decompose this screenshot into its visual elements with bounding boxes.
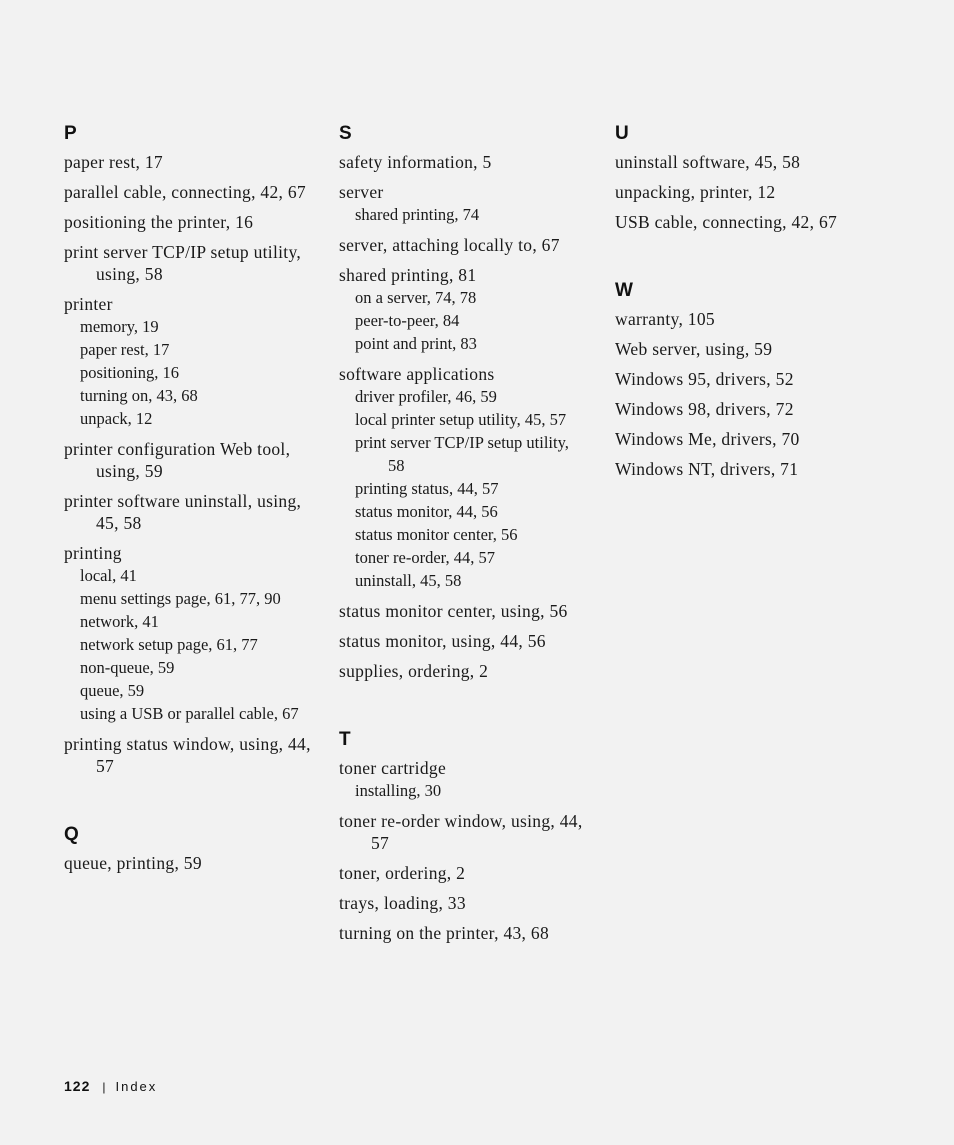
- index-subentry: turning on, 43, 68: [80, 386, 198, 405]
- section-letter: S: [339, 123, 352, 144]
- section-letter: T: [339, 729, 351, 750]
- index-term: supplies, ordering, 2: [339, 661, 489, 681]
- index-subentry: status monitor, 44, 56: [355, 502, 498, 521]
- index-term: Windows Me, drivers, 70: [615, 429, 800, 449]
- index-term: unpacking, printer, 12: [615, 182, 776, 202]
- index-term: printing status window, using, 44, 57: [64, 734, 311, 776]
- index-subentry: local printer setup utility, 45, 57: [355, 410, 567, 429]
- index-term: turning on the printer, 43, 68: [339, 923, 550, 943]
- index-section-s: [339, 122, 589, 682]
- index-subentry: uninstall, 45, 58: [355, 571, 462, 590]
- index-entry: [615, 151, 915, 173]
- index-term: Windows NT, drivers, 71: [615, 459, 799, 479]
- index-subentry: network, 41: [80, 612, 159, 631]
- index-entry: [339, 600, 589, 622]
- index-term: printing: [64, 543, 122, 563]
- index-entry: [339, 660, 589, 682]
- index-term: toner, ordering, 2: [339, 863, 466, 883]
- index-entry: [615, 398, 915, 420]
- index-term: Web server, using, 59: [615, 339, 773, 359]
- index-entry: [339, 757, 589, 802]
- index-entry: [615, 428, 915, 450]
- index-term: print server TCP/IP setup utility, using, 58: [64, 242, 302, 284]
- index-term: printer: [64, 294, 113, 314]
- index-subentry: menu settings page, 61, 77, 90: [80, 589, 281, 608]
- index-entry: [64, 181, 314, 203]
- index-subentry: shared printing, 74: [355, 205, 480, 224]
- index-subentry: queue, 59: [80, 681, 145, 700]
- index-entry: [64, 211, 314, 233]
- index-term: server: [339, 182, 384, 202]
- index-subentry: on a server, 74, 78: [355, 288, 477, 307]
- section-letter: P: [64, 123, 77, 144]
- index-entry: [64, 733, 314, 777]
- index-entry: [615, 368, 915, 390]
- index-entry: [339, 264, 589, 355]
- index-subentry: local, 41: [80, 566, 137, 585]
- index-subentry: print server TCP/IP setup utility, 58: [355, 433, 569, 475]
- index-subentry: toner re-order, 44, 57: [355, 548, 495, 567]
- section-letter: W: [615, 280, 633, 301]
- index-term: queue, printing, 59: [64, 853, 202, 873]
- index-entry: [64, 490, 314, 534]
- index-section-u: [615, 122, 915, 233]
- index-entry: [339, 862, 589, 884]
- index-entry: [615, 181, 915, 203]
- index-term: Windows 98, drivers, 72: [615, 399, 794, 419]
- index-subentry: paper rest, 17: [80, 340, 170, 359]
- footer-section-title: Index: [115, 1079, 158, 1094]
- index-section-t: [339, 728, 589, 944]
- index-entry: [339, 151, 589, 173]
- index-subentry: positioning, 16: [80, 363, 180, 382]
- index-entry: [339, 630, 589, 652]
- index-term: warranty, 105: [615, 309, 715, 329]
- index-entry: [615, 458, 915, 480]
- index-section-q: [64, 823, 314, 874]
- index-entry: [64, 438, 314, 482]
- index-subentry: unpack, 12: [80, 409, 153, 428]
- index-entry: [64, 852, 314, 874]
- index-term: Windows 95, drivers, 52: [615, 369, 794, 389]
- index-subentry: non-queue, 59: [80, 658, 175, 677]
- index-term: status monitor, using, 44, 56: [339, 631, 546, 651]
- index-term: safety information, 5: [339, 152, 492, 172]
- index-entry: [339, 181, 589, 226]
- index-subentry: point and print, 83: [355, 334, 477, 353]
- index-subentry: status monitor center, 56: [355, 525, 518, 544]
- index-subentry: using a USB or parallel cable, 67: [80, 704, 299, 723]
- index-entry: [64, 542, 314, 725]
- index-entry: [64, 151, 314, 173]
- index-entry: [615, 308, 915, 330]
- index-term: uninstall software, 45, 58: [615, 152, 801, 172]
- page-footer: [64, 1076, 157, 1097]
- index-entry: [615, 211, 915, 233]
- index-section-p: [64, 122, 314, 777]
- index-section-w: [615, 279, 915, 480]
- index-entry: [339, 922, 589, 944]
- index-subentry: peer-to-peer, 84: [355, 311, 460, 330]
- index-subentry: driver profiler, 46, 59: [355, 387, 497, 406]
- index-term: toner cartridge: [339, 758, 447, 778]
- section-letter: Q: [64, 824, 79, 845]
- index-entry: [615, 338, 915, 360]
- index-term: printer configuration Web tool, using, 59: [64, 439, 291, 481]
- index-term: toner re-order window, using, 44, 57: [339, 811, 583, 853]
- index-entry: [64, 241, 314, 285]
- index-term: shared printing, 81: [339, 265, 477, 285]
- index-term: server, attaching locally to, 67: [339, 235, 560, 255]
- index-entry: [339, 892, 589, 914]
- index-column-3: [615, 122, 915, 526]
- index-entry: [339, 363, 589, 592]
- index-term: status monitor center, using, 56: [339, 601, 568, 621]
- page-number: 122: [64, 1078, 91, 1094]
- index-subentry: printing status, 44, 57: [355, 479, 499, 498]
- index-column-1: [64, 122, 314, 920]
- section-letter: U: [615, 123, 629, 144]
- index-term: trays, loading, 33: [339, 893, 466, 913]
- index-entry: [339, 234, 589, 256]
- index-term: USB cable, connecting, 42, 67: [615, 212, 838, 232]
- index-term: parallel cable, connecting, 42, 67: [64, 182, 306, 202]
- index-subentry: network setup page, 61, 77: [80, 635, 258, 654]
- index-term: software applications: [339, 364, 495, 384]
- index-term: printer software uninstall, using, 45, 58: [64, 491, 302, 533]
- index-entry: [64, 293, 314, 430]
- index-subentry: memory, 19: [80, 317, 159, 336]
- index-term: positioning the printer, 16: [64, 212, 254, 232]
- index-entry: [339, 810, 589, 854]
- index-term: paper rest, 17: [64, 152, 163, 172]
- footer-separator: |: [102, 1080, 106, 1094]
- index-subentry: installing, 30: [355, 781, 442, 800]
- index-column-2: [339, 122, 589, 990]
